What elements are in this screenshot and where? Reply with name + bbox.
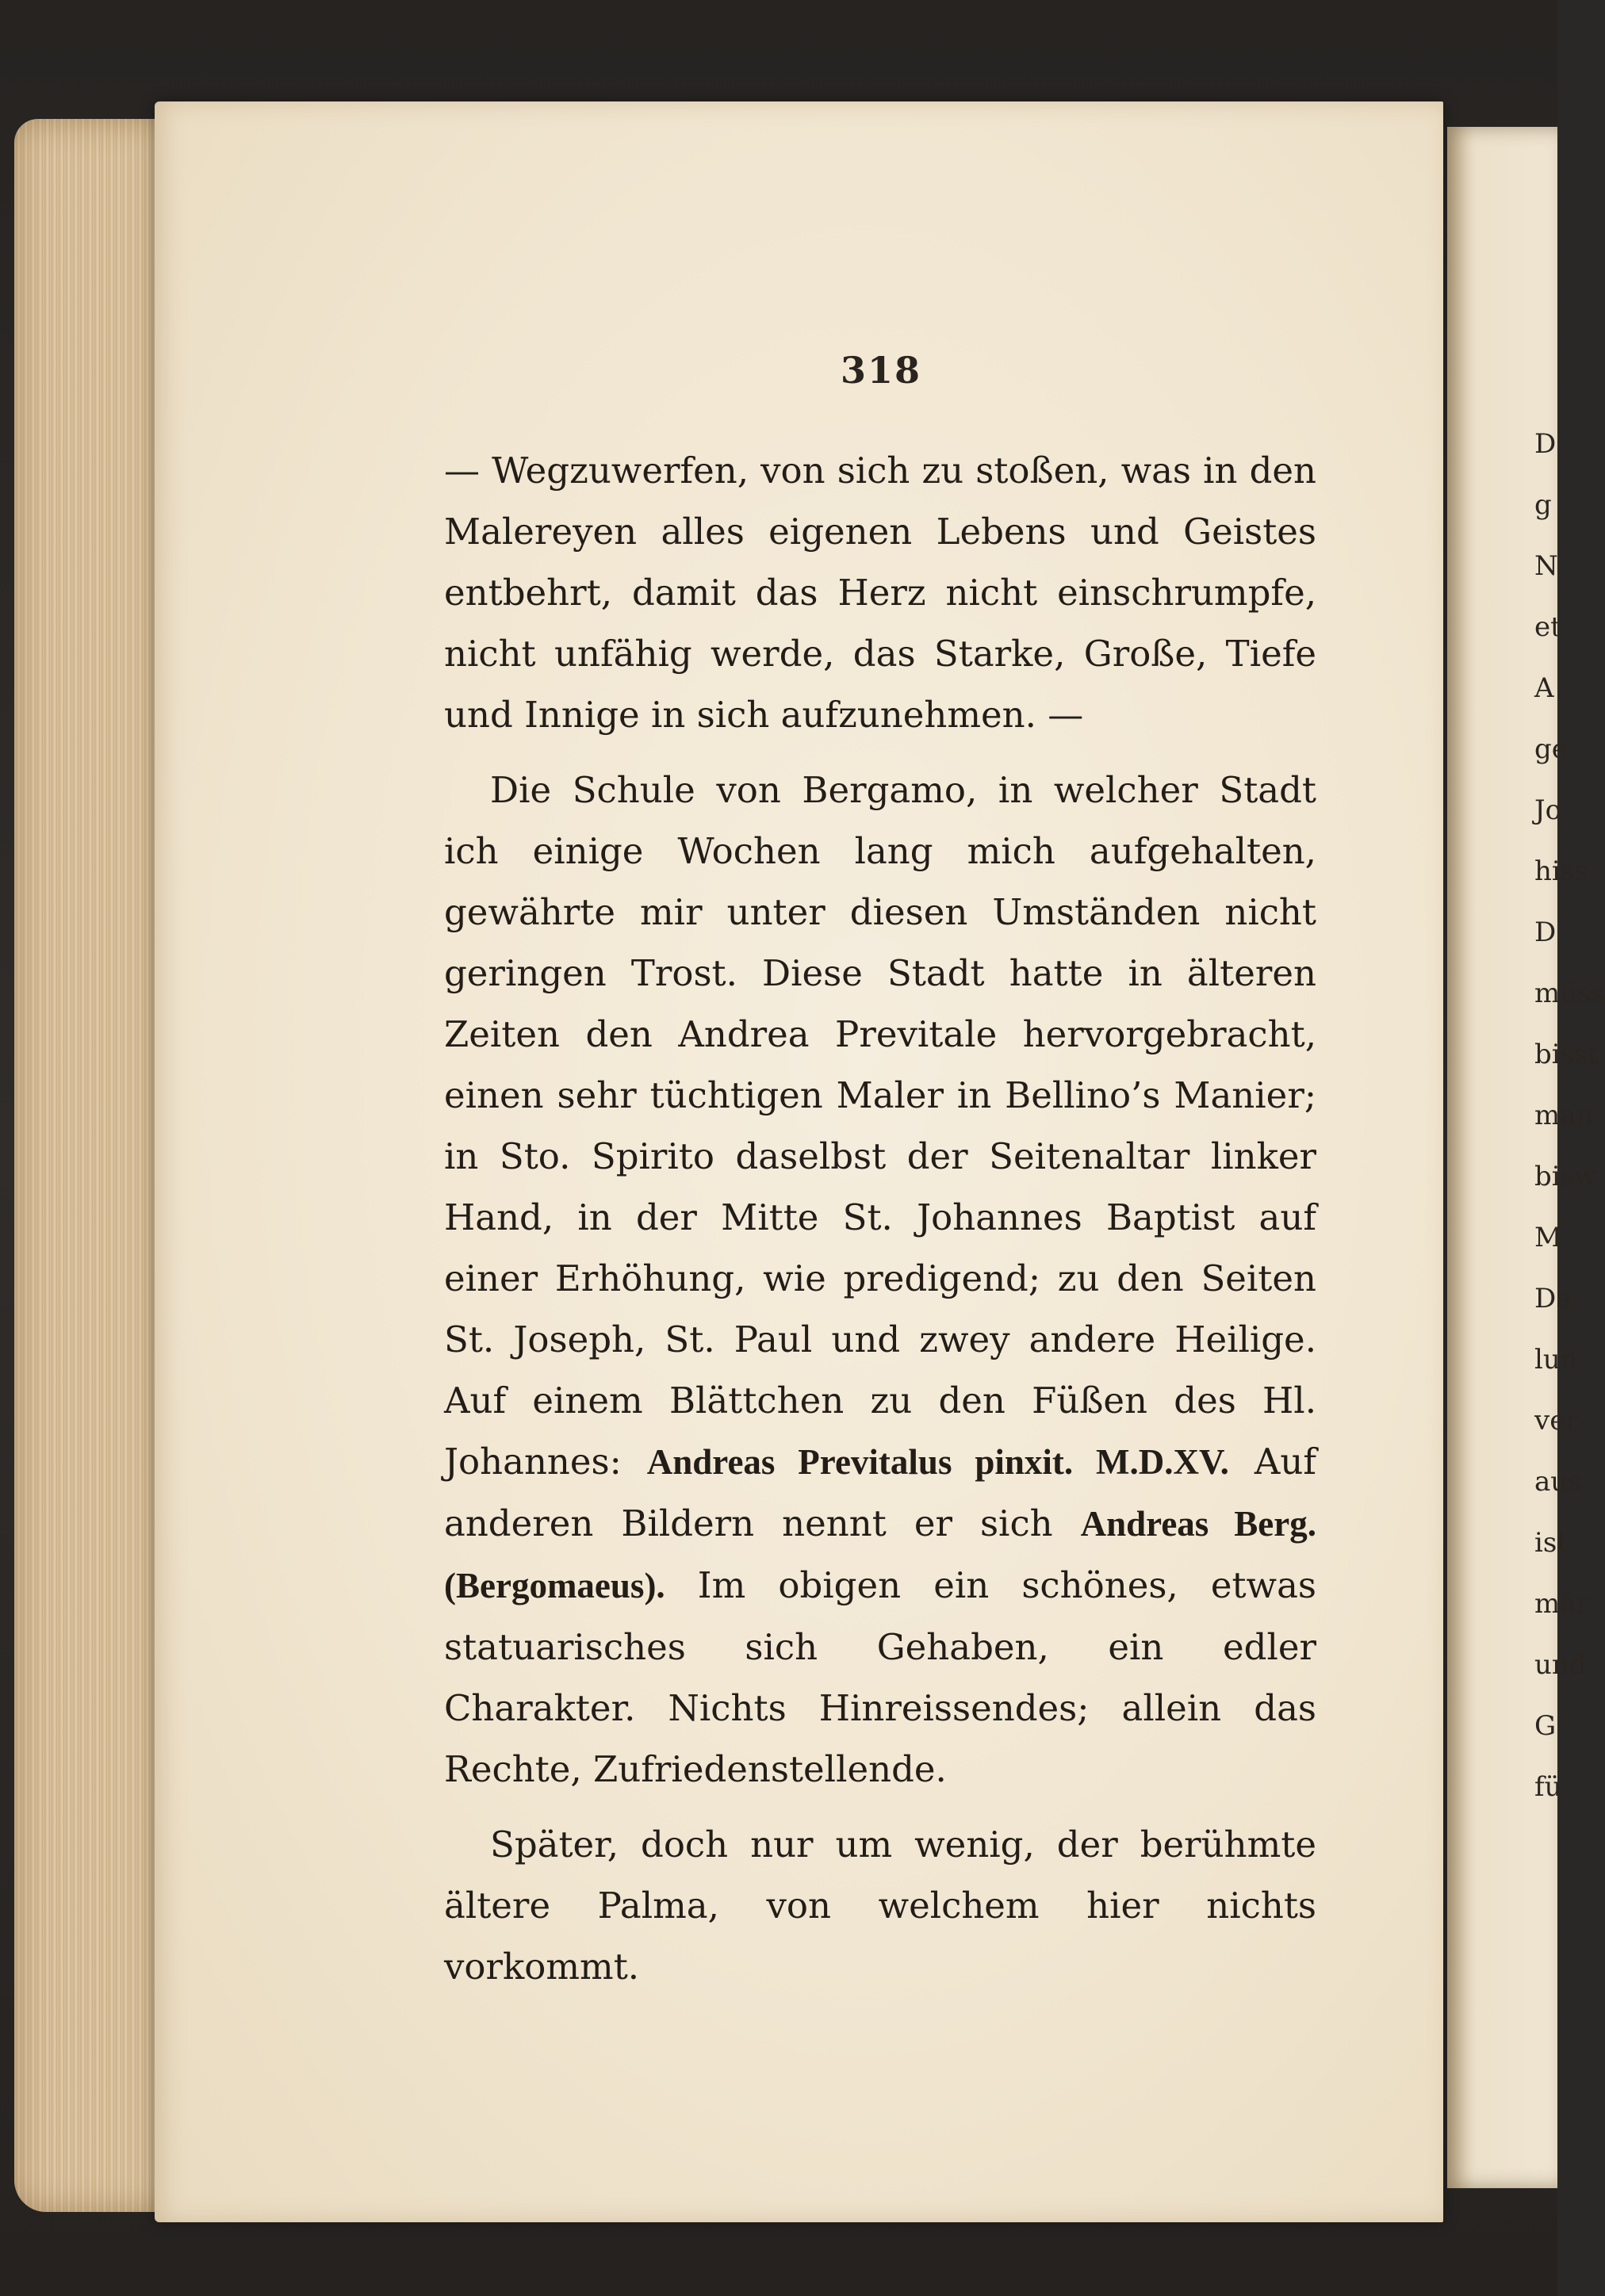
text-segment: Die Schule von Bergamo, in welcher Stadt ich einige Wochen lang mich aufgehalten, gewährte mir unter diesen Umständen nicht geringen Trost. Diese Stadt hatte in älteren Zeiten den Andrea Previtale hervorgebracht, einen sehr tüchtigen Maler in Bellino’s Manier; in Sto. Spirito daselbst der Seitenaltar linker Hand, in der Mitte St. Johannes Baptist auf einer Erhöhung, wie predigend; zu den Seiten St. Joseph, St. Paul und zwey andere Heilige. Auf einem Blättchen zu den Füßen des Hl. Johannes: (444, 769, 1316, 1483)
next-page-edge (1447, 127, 1605, 2188)
next-page-fragment: A (1534, 672, 1554, 704)
next-page-fragment: et (1534, 611, 1561, 643)
next-page-fragment: müss (1534, 978, 1605, 1009)
next-page-fragment: D (1534, 428, 1557, 460)
next-page-fragment: ge (1534, 733, 1568, 765)
next-page-fragment: ist (1534, 1527, 1568, 1559)
text-segment: — Wegzuwerfen, von sich zu stoßen, was in den Malereyen alles eigenen Lebens und Geistes entbehrt, damit das Herz nicht einschrumpfe, nicht unfähig werde, das Starke, Große, Tiefe und Innige in sich aufzunehmen. — (444, 450, 1316, 736)
next-page-fragment: Jo (1534, 794, 1562, 826)
antiqua-inscription: Andreas Previtalus pinxit. M.D.XV. (646, 1442, 1229, 1482)
next-page-fragment: fü (1534, 1771, 1562, 1803)
text-segment: Später, doch nur um wenig, der berühmte ältere Palma, von welchem hier nichts vorkommt. (444, 1823, 1316, 1988)
next-page-fragment: lun (1534, 1344, 1578, 1376)
next-page-fragment: g (1534, 489, 1552, 521)
body-text (444, 440, 1316, 1997)
next-page-fragment: bisst (1534, 1039, 1599, 1070)
page-number: 318 (841, 349, 922, 392)
next-page-fragment: bisw (1534, 1161, 1598, 1192)
next-page-fragment: N (1534, 550, 1558, 582)
next-page-fragment: M (1534, 1222, 1562, 1253)
text-segment: Im obigen ein schönes, etwas statuarisches sich Gehaben, ein edler Charakter. Nichts Hinreissendes; allein das Rechte, Zufriedenstellende. (444, 1564, 1316, 1790)
next-page-fragment: man (1534, 1100, 1594, 1131)
next-page-fragment: G (1534, 1710, 1557, 1742)
next-page-fragment: hiss (1534, 855, 1588, 887)
paragraph (444, 760, 1316, 1800)
next-page-fragment: Da (1534, 1283, 1572, 1314)
page-edges (14, 119, 165, 2212)
text-segment: Auf anderen Bildern nennt er sich (444, 1441, 1316, 1544)
paragraph (444, 440, 1316, 745)
next-page-fragment: aus (1534, 1466, 1582, 1498)
next-page-fragment: mär (1534, 1588, 1589, 1620)
paragraph (444, 1814, 1316, 1997)
antiqua-inscription: Andreas Berg. (Bergomaeus). (444, 1504, 1316, 1605)
next-page-fragment: D (1534, 916, 1557, 948)
next-page-fragment: und (1534, 1649, 1587, 1681)
next-page-fragment: ver (1534, 1405, 1579, 1437)
